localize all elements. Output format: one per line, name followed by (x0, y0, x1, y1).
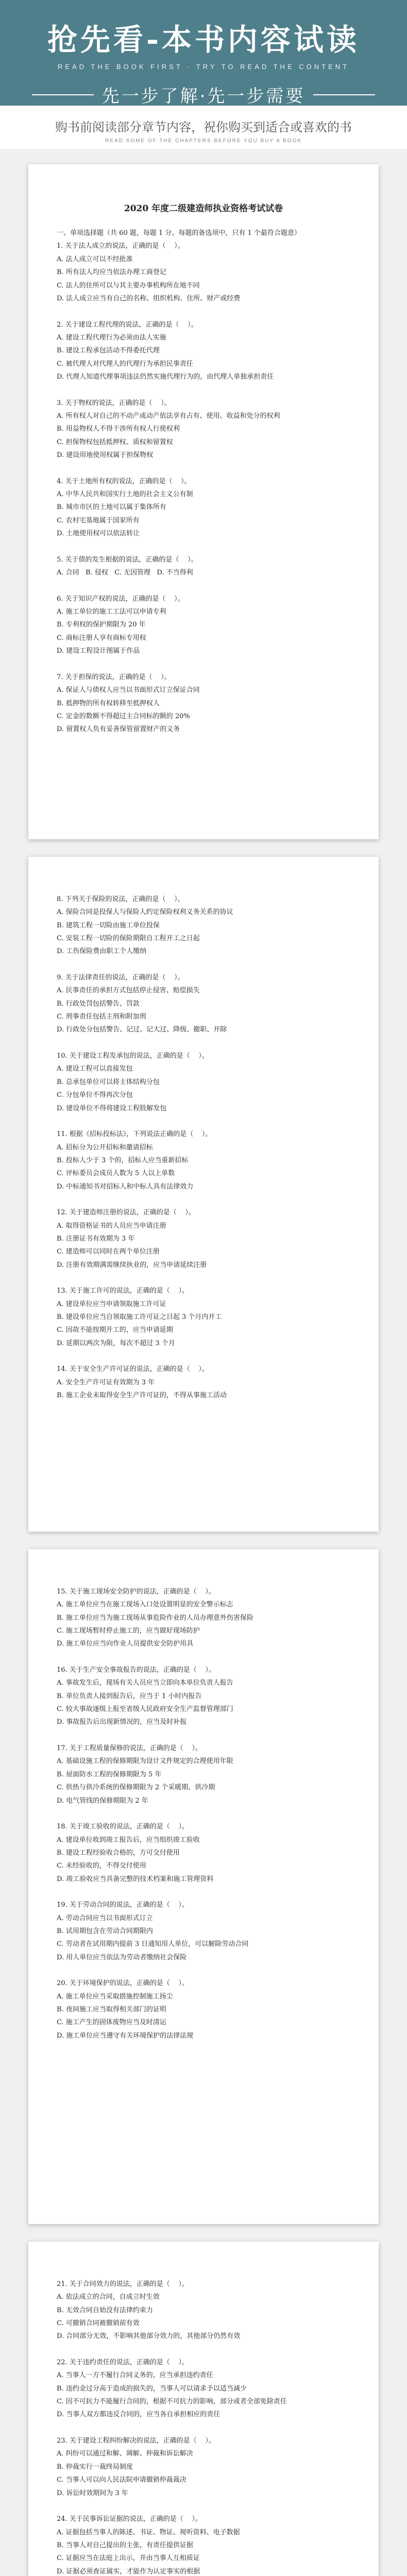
text-line: C. 法人的住所可以与其主要办事机构所在地不同 (57, 281, 200, 290)
text-line: 17. 关于工程质量保修的说法，正确的是（ ）。 (57, 1744, 202, 1753)
text-line: A. 依法成立的合同，自成立时生效 (57, 2293, 160, 2301)
text-line: B. 抵押物的所有权转移至抵押权人 (57, 699, 160, 707)
exam-page-1 (28, 164, 379, 839)
intro-section (0, 106, 407, 149)
text-line: 3. 关于物权的说法，正确的是（ ）。 (57, 399, 171, 407)
text-line: A. 基础设施工程的保修期限为设计文件规定的合理使用年限 (57, 1757, 233, 1766)
exam-page-3 (28, 1549, 379, 2224)
exam-page-4 (28, 2242, 379, 2576)
text-line: D. 施工单位应当遵守有关环境保护的法律法规 (57, 2031, 194, 2040)
text-line: C. 被代理人对代理人的代理行为承担民事责任 (57, 360, 193, 368)
text-line: A. 建设工程代理行为必须由法人实施 (57, 333, 166, 342)
text-line: D. 竣工验收应当具备完整的技术档案和施工管理资料 (57, 1875, 214, 1883)
text-line: C. 当事人可以向人民法院申请撤销仲裁裁决 (57, 2476, 186, 2484)
text-line: B. 建设工程经验收合格的，方可交付使用 (57, 1849, 180, 1857)
slogan-row (0, 82, 407, 107)
header-banner (0, 0, 407, 106)
text-line (57, 1964, 350, 1977)
text-line: A. 安全生产许可证有效期为 3 年 (57, 1378, 155, 1386)
text-line: C. 施工产生的固体废物应当及时清运 (57, 2019, 166, 2027)
text-line: B. 专利权的保护期限为 20 年 (57, 621, 146, 629)
text-line (57, 462, 350, 474)
text-line: D. 留置权人负有妥善保管留置财产的义务 (57, 725, 180, 734)
text-line: D. 延期以两次为限，每次不超过 3 个月 (57, 1339, 175, 1347)
text-line (57, 1037, 350, 1049)
text-line (57, 1115, 350, 1128)
text-line: A. 施工单位的施工工法可以申请专利 (57, 608, 166, 616)
text-line: A. 保险合同是投保人与保险人约定保险权利义务关系的协议 (57, 908, 233, 917)
text-line: B. 行政处罚包括警告、罚款 (57, 999, 140, 1008)
text-line: B. 建筑工程一切险由施工单位投保 (57, 921, 160, 929)
page-text (57, 227, 350, 736)
text-line: A. 取得资格证书的人员应当申请注册 (57, 1222, 166, 1230)
text-line: 6. 关于知识产权的说法，正确的是（ ）。 (57, 595, 184, 603)
text-line: B. 总承包单位可以将主体结构分包 (57, 1078, 160, 1086)
text-line (57, 657, 350, 670)
page-text (57, 1585, 350, 2042)
text-line: B. 屋面防水工程的保修期限为 5 年 (57, 1770, 162, 1778)
text-line: B. 施工单位应当为施工现场从事危险作业的人员办理意外伤害保险 (57, 1614, 253, 1622)
text-line: A. 事故发生后，现场有关人员应当立即向本单位负责人报告 (57, 1679, 233, 1687)
text-line: C. 定金的数额不得超过主合同标的额的 20% (57, 712, 190, 720)
text-line: C. 未经验收的，不得交付使用 (57, 1862, 146, 1870)
text-line: 10. 关于建设工程发承包的说法，正确的是（ ）。 (57, 1052, 209, 1060)
text-line: D. 诉讼时效期间为 3 年 (57, 2489, 128, 2497)
text-line: B. 试用期包含在劳动合同期限内 (57, 1927, 153, 1935)
text-line: C. 可撤销合同被撤销前有效 (57, 2319, 140, 2328)
text-line (57, 305, 350, 318)
text-line: C. 建造师可以同时在两个单位注册 (57, 1248, 160, 1256)
intro-text: 购书前阅读部分章节内容，祝你购买到适合或喜欢的书 (55, 120, 352, 134)
text-line: D. 证据必须查证属实，才能作为认定事实的根据 (57, 2567, 200, 2575)
text-line: A. 证据包括当事人的陈述、书证、物证、视听资料、电子数据 (57, 2528, 240, 2536)
text-line: A. 建设单位应当申请领取施工许可证 (57, 1300, 166, 1308)
text-line: B. 所有法人均应当依法办理工商登记 (57, 268, 166, 277)
text-line: D. 建设单位不得将建设工程肢解发包 (57, 1104, 167, 1112)
text-line: 7. 关于担保的说法，正确的是（ ）。 (57, 673, 171, 681)
text-line: D. 注册有效期满需继续执业的，应当申请延续注册 (57, 1261, 207, 1269)
text-line: 1. 关于法人成立的说法，正确的是（ ）。 (57, 242, 184, 250)
text-line: 19. 关于劳动合同的说法，正确的是（ ）。 (57, 1901, 189, 1909)
text-line: D. 事故报告后出现新情况的，应当及时补报 (57, 1718, 187, 1726)
text-line: 13. 关于施工许可的说法，正确的是（ ）。 (57, 1287, 189, 1295)
text-line: 16. 关于生产安全事故报告的说法，正确的是（ ）。 (57, 1666, 215, 1674)
text-line: D. 行政处分包括警告、记过、记大过、降级、撤职、开除 (57, 1026, 227, 1034)
text-line: A. 合同 B. 侵权 C. 无因管理 D. 不当得利 (57, 569, 193, 577)
text-line: D. 用人单位应当依法为劳动者缴纳社会保险 (57, 1953, 187, 1961)
text-line: B. 投标人少于 3 个的，招标人应当重新招标 (57, 1156, 189, 1164)
text-line: A. 建设工程可以直接发包 (57, 1065, 133, 1073)
text-line: 12. 关于建造师注册的说法，正确的是（ ）。 (57, 1209, 195, 1217)
text-line: D. 建设用地使用权属于担保物权 (57, 451, 154, 459)
text-line: 一、单项选择题（共 60 题，每题 1 分。每题的备选项中，只有 1 个最符合题意） (57, 229, 301, 238)
text-line: D. 土地使用权可以依法转让 (57, 530, 140, 538)
banner-title: 抢先看-本书内容试读 (47, 22, 360, 57)
text-line: C. 劳动者在试用期内提前 3 日通知用人单位，可以解除劳动合同 (57, 1940, 249, 1948)
text-line: A. 所有权人对自己的不动产或动产依法享有占有、使用、收益和处分的权利 (57, 412, 280, 420)
text-line (57, 2343, 350, 2356)
text-line (57, 2500, 350, 2513)
banner-slogan: 先一步了解·先一步需要 (101, 86, 306, 107)
text-line (57, 540, 350, 553)
text-line: A. 纠纷可以通过和解、调解、仲裁和诉讼解决 (57, 2450, 193, 2458)
text-line: 23. 关于建设工程纠纷解决的说法，正确的是（ ）。 (57, 2437, 215, 2445)
text-line: B. 施工企业未取得安全生产许可证的，不得从事施工活动 (57, 1392, 227, 1400)
text-line: D. 建设工程设计图属于作品 (57, 647, 140, 655)
text-line: C. 供热与供冷系统的保修期限为 2 个采暖期、供冷期 (57, 1784, 215, 1792)
banner-subtitle: READ THE BOOK FIRST · TRY TO READ THE CONTENT (57, 63, 350, 71)
text-line: B. 单位负责人接到报告后，应当于 1 小时内报告 (57, 1692, 202, 1700)
text-line: B. 建设单位应当自领取施工许可证之日起 3 个月内开工 (57, 1313, 222, 1321)
text-line: B. 注册证书有效期为 3 年 (57, 1234, 135, 1243)
intro-text-en: READ SOME OF THE CHAPTERS BEFORE YOU BUY A BOOK (105, 138, 302, 144)
text-line: D. 当事人双方都违反合同的，应当各自承担相应的责任 (57, 2411, 221, 2419)
text-line: C. 较大事故逐级上报至省级人民政府安全生产监督管理部门 (57, 1705, 233, 1714)
text-line: D. 中标通知书对招标人和中标人具有法律效力 (57, 1182, 194, 1191)
exam-title: 2020 年度二级建造师执业资格考试试卷 (124, 204, 283, 214)
text-line: C. 分包单位不得再次分包 (57, 1091, 133, 1099)
text-line (57, 958, 350, 971)
text-line (57, 383, 350, 396)
text-line: B. 仲裁实行一裁终局制度 (57, 2463, 133, 2471)
text-line: A. 建设单位收到竣工报告后，应当组织竣工验收 (57, 1836, 200, 1844)
text-line (57, 579, 350, 592)
text-line: C. 刑事责任包括主刑和附加刑 (57, 1013, 146, 1021)
text-line: B. 当事人对自己提出的主张，有责任提供证据 (57, 2541, 193, 2549)
text-line: C. 因不可抗力不能履行合同的，根据不可抗力的影响，部分或者全部免除责任 (57, 2398, 287, 2406)
text-line: B. 无效合同自始没有法律约束力 (57, 2306, 153, 2314)
text-line: 4. 关于土地所有权的说法，正确的是（ ）。 (57, 477, 191, 485)
text-line: 11. 根据《招标投标法》，下列说法正确的是（ ）。 (57, 1130, 212, 1139)
text-line: C. 担保物权包括抵押权、质权和留置权 (57, 438, 173, 446)
page-text (57, 893, 350, 1402)
text-line: D. 施工单位应当向作业人员提供安全防护用具 (57, 1640, 194, 1648)
text-line (57, 1886, 350, 1899)
exam-page-2 (28, 857, 379, 1532)
divider-right (313, 94, 375, 95)
text-line: 8. 下列关于保险的说法，正确的是（ ）。 (57, 895, 184, 903)
text-line: 24. 关于民事诉讼证据的说法，正确的是（ ）。 (57, 2515, 202, 2523)
text-line (57, 1350, 350, 1363)
text-line: B. 用益物权人不得干涉所有权人行使权利 (57, 425, 180, 433)
text-line: A. 法人成立可以不经批准 (57, 255, 133, 263)
text-line: C. 农村宅基地属于国家所有 (57, 516, 140, 524)
text-line: A. 招标分为公开招标和邀请招标 (57, 1143, 153, 1151)
text-line: C. 因故不能按期开工的，应当申请延期 (57, 1326, 173, 1334)
text-line: 18. 关于竣工验收的说法，正确的是（ ）。 (57, 1823, 189, 1831)
text-line: D. 合同部分无效，不影响其他部分效力的，其他部分仍然有效 (57, 2332, 241, 2341)
text-line: 15. 关于施工现场安全防护的说法，正确的是（ ）。 (57, 1588, 215, 1596)
text-line: 2. 关于建设工程代理的说法，正确的是（ ）。 (57, 320, 198, 329)
text-line: C. 安装工程一切险的保险期限自工程开工之日起 (57, 935, 200, 943)
text-line: C. 施工现场暂时停止施工的，应当做好现场防护 (57, 1627, 200, 1635)
text-line: 14. 关于安全生产许可证的说法，正确的是（ ）。 (57, 1365, 209, 1374)
text-line: A. 劳动合同应当以书面形式订立 (57, 1914, 153, 1922)
text-line: D. 代理人知道代理事项违法仍然实施代理行为的，由代理人单独承担责任 (57, 372, 274, 381)
text-line (57, 1272, 350, 1284)
text-line: A. 当事人一方不履行合同义务的，应当承担违约责任 (57, 2371, 213, 2380)
text-line (57, 1807, 350, 1820)
text-line: 21. 关于合同效力的说法，正确的是（ ）。 (57, 2280, 189, 2288)
text-line: 9. 关于法律责任的说法，正确的是（ ）。 (57, 974, 184, 982)
text-line: A. 施工单位应当采取措施控制施工扬尘 (57, 1992, 173, 2001)
text-line: D. 电气管线的保修期限为 2 年 (57, 1797, 148, 1805)
text-line (57, 1193, 350, 1206)
text-line: C. 评标委员会成员人数为 5 人以上单数 (57, 1170, 175, 1178)
text-line (57, 2421, 350, 2434)
page-stack (0, 149, 407, 2576)
text-line: D. 法人成立应当有自己的名称、组织机构、住所、财产或经费 (57, 294, 241, 302)
text-line: 20. 关于环境保护的说法，正确的是（ ）。 (57, 1979, 189, 1988)
text-line: B. 城市市区的土地可以属于集体所有 (57, 503, 166, 512)
text-line: B. 违约金过分高于造成的损失的，当事人可以请求予以适当减少 (57, 2384, 247, 2393)
text-line: B. 建设工程承包活动不得委托代理 (57, 347, 160, 355)
text-line: 5. 关于债的发生根据的说法，正确的是（ ）。 (57, 555, 198, 564)
text-line: B. 夜间施工应当取得相关部门的证明 (57, 2006, 166, 2013)
text-line (57, 1651, 350, 1664)
divider-left (32, 94, 94, 95)
text-line: A. 施工单位应当在施工现场入口处设置明显的安全警示标志 (57, 1601, 233, 1609)
text-line (57, 1729, 350, 1742)
page-text (57, 2278, 350, 2576)
text-line: 22. 关于违约责任的说法，正确的是（ ）。 (57, 2359, 189, 2367)
text-line: C. 证据应当在法庭上出示，并由当事人互相质证 (57, 2554, 200, 2563)
text-line: C. 商标注册人享有商标专用权 (57, 634, 146, 642)
text-line: A. 民事责任的承担方式包括停止侵害、赔偿损失 (57, 987, 200, 995)
text-line: A. 中华人民共和国实行土地的社会主义公有制 (57, 490, 193, 499)
text-line: A. 保证人与债权人应当以书面形式订立保证合同 (57, 686, 200, 694)
text-line: D. 工伤保险费由职工个人缴纳 (57, 947, 147, 956)
